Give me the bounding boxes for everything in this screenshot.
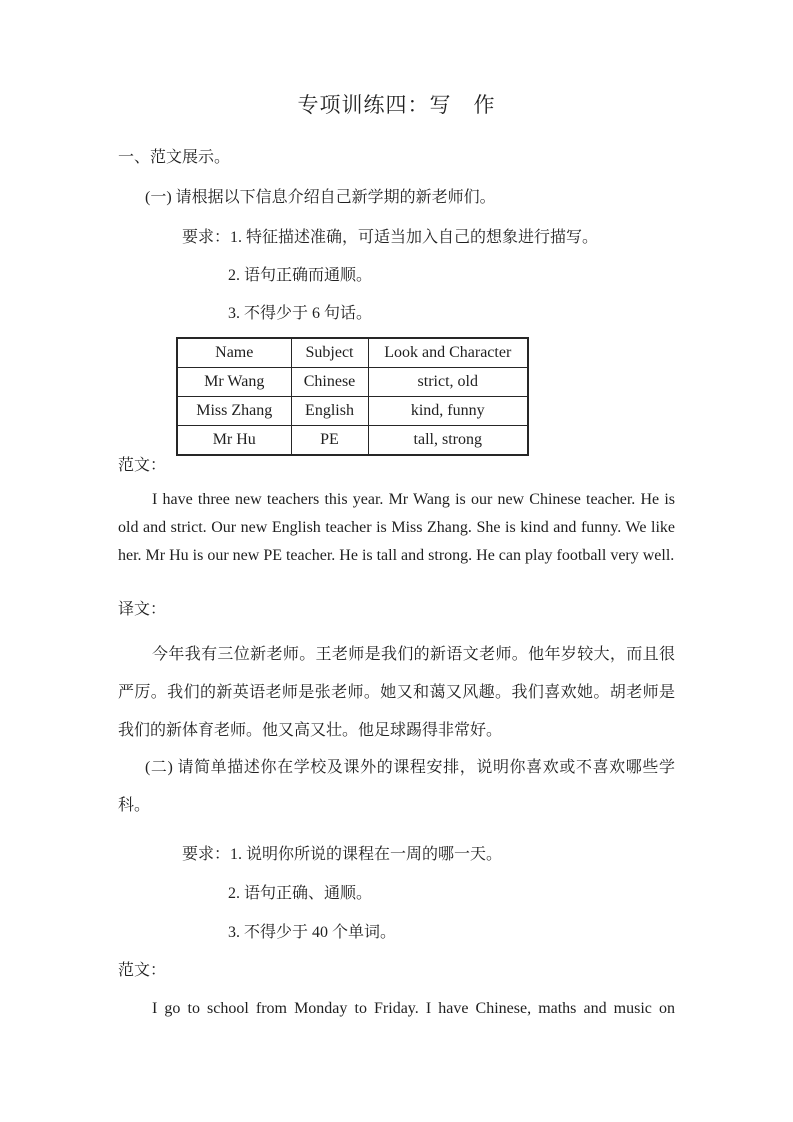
table-header-cell: Look and Character	[368, 338, 528, 368]
table-cell: Mr Wang	[177, 368, 291, 397]
part2-requirements-line1: 要求：1. 说明你所说的课程在一周的哪一天。	[182, 846, 503, 863]
table-cell: kind, funny	[368, 397, 528, 426]
sample-essay-english: I have three new teachers this year. Mr Wang is our new Chinese teacher. He is old and strict. Our new English teacher is Miss Zhang. She is kind and funny. We like her. Mr Hu is our new PE teacher. He is tall and strong. He can play football very well.	[118, 491, 675, 564]
part1-requirement-3: 3. 不得少于 6 句话。	[228, 305, 373, 322]
part2-requirement-2: 2. 语句正确、通顺。	[228, 885, 373, 902]
table-cell: Chinese	[291, 368, 368, 397]
sample-essay-label: 范文：	[118, 457, 167, 474]
translation-text: 今年我有三位新老师。王老师是我们的新语文老师。他年岁较大，而且很严厉。我们的新英语老师是张老师。她又和蔼又风趣。我们喜欢她。胡老师是我们的新体育老师。他又高又壮。他足球踢得非常好。	[118, 646, 675, 739]
table-cell: Miss Zhang	[177, 397, 291, 426]
table-cell: strict, old	[368, 368, 528, 397]
table-header-cell: Name	[177, 338, 291, 368]
table-cell: Mr Hu	[177, 426, 291, 456]
part2-sample-essay-label: 范文：	[118, 962, 167, 979]
table-cell: PE	[291, 426, 368, 456]
part1-requirement-2: 2. 语句正确而通顺。	[228, 267, 373, 284]
table-row	[177, 368, 528, 397]
table-row	[177, 397, 528, 426]
teachers-table	[176, 337, 529, 456]
table-cell: English	[291, 397, 368, 426]
table-row	[177, 426, 528, 456]
section-heading: 一、范文展示。	[118, 149, 231, 166]
part2-prompt: (二) 请简单描述你在学校及课外的课程安排，说明你喜欢或不喜欢哪些学科。	[118, 759, 675, 814]
part1-requirements-line1: 要求：1. 特征描述准确，可适当加入自己的想象进行描写。	[182, 229, 599, 246]
part2-requirement-3: 3. 不得少于 40 个单词。	[228, 924, 397, 941]
table-header-row	[177, 338, 528, 368]
part1-prompt: (一) 请根据以下信息介绍自己新学期的新老师们。	[145, 189, 496, 206]
translation-label: 译文：	[118, 601, 167, 618]
table-cell: tall, strong	[368, 426, 528, 456]
page-title: 专项训练四：写 作	[297, 93, 496, 117]
part2-sample-essay-line: I go to school from Monday to Friday. I have Chinese, maths and music on	[152, 1000, 675, 1017]
table-header-cell: Subject	[291, 338, 368, 368]
